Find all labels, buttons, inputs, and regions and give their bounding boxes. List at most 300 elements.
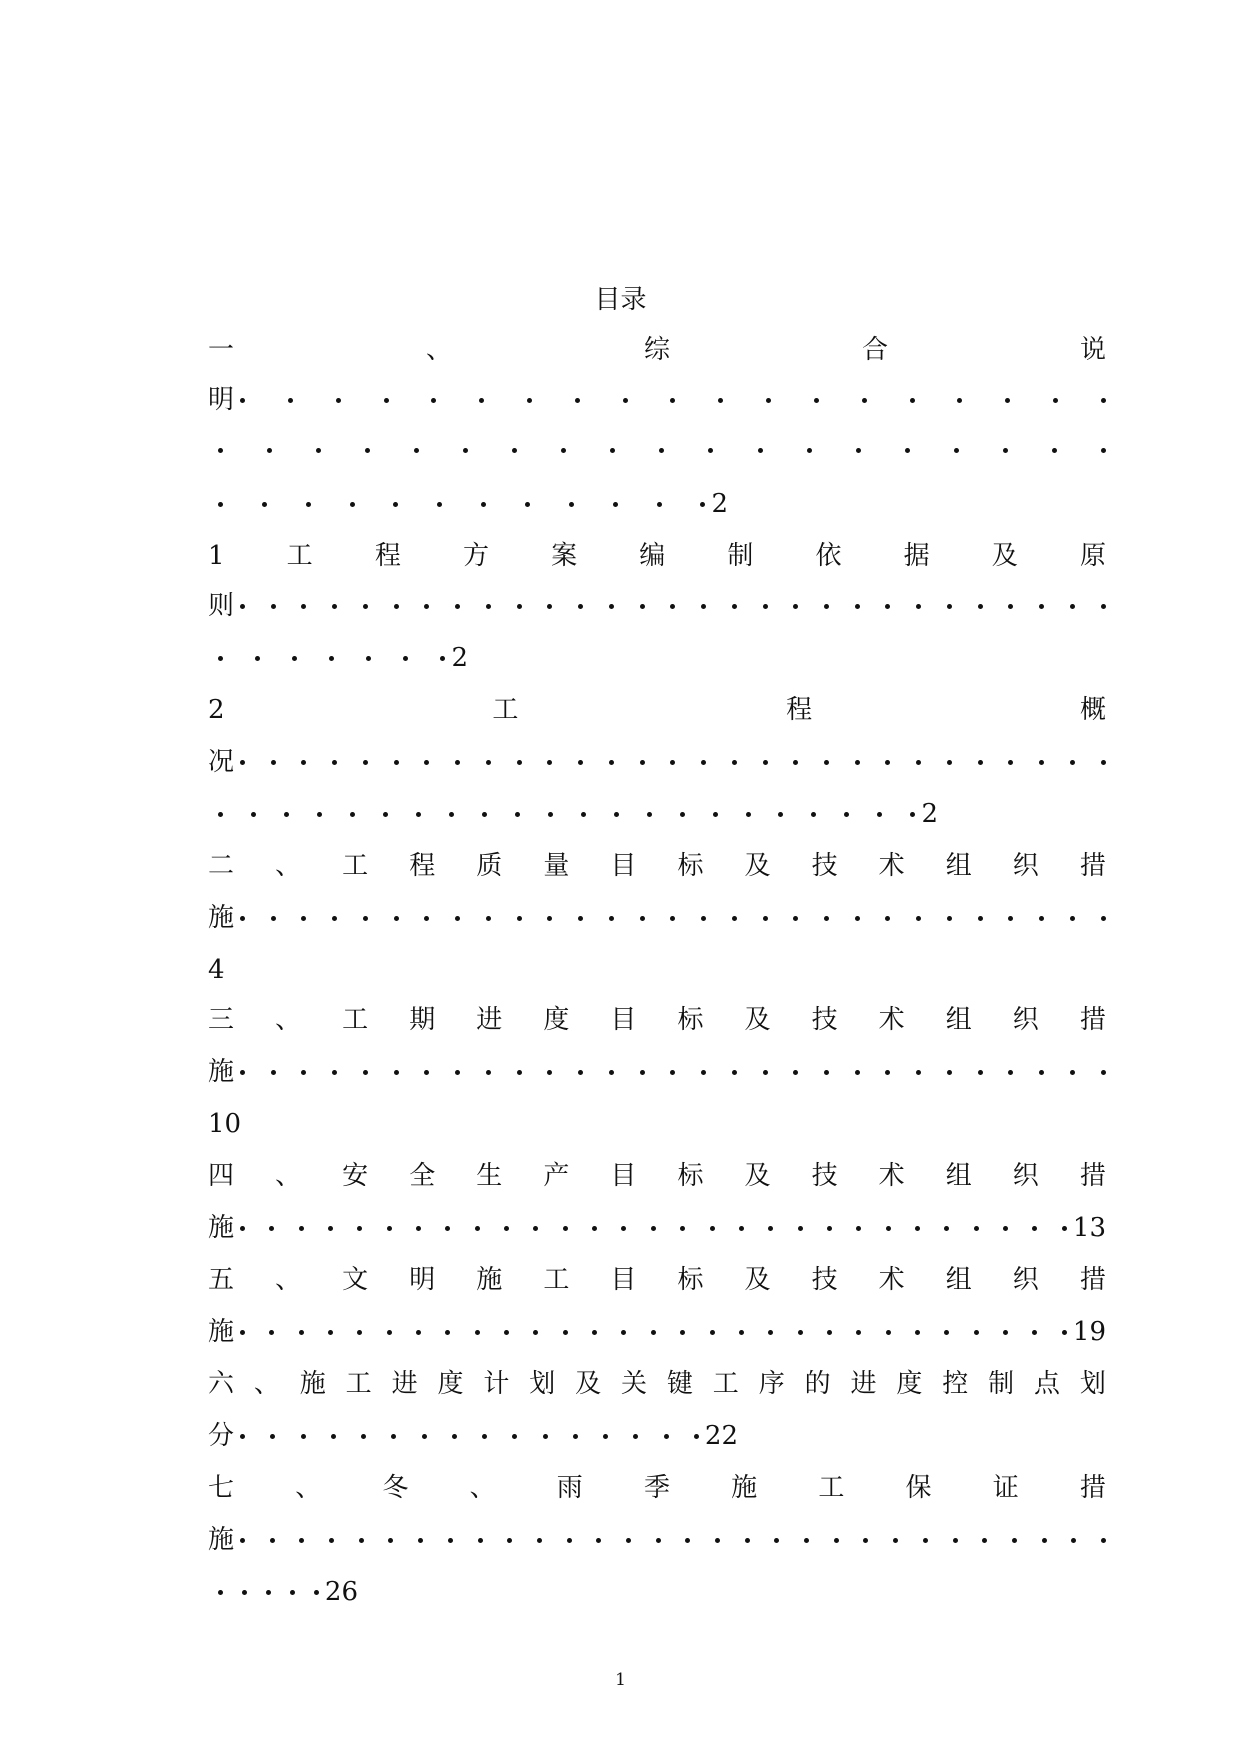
leader-dot [746,812,751,817]
leader-dot [651,1226,656,1231]
leader-dot [763,604,768,609]
leader-dot [710,1330,715,1335]
leader-dot [422,1434,427,1439]
leader-dot [504,1330,509,1335]
leader-dot [609,604,614,609]
leader-dot [424,1070,429,1075]
leader-dot [515,812,520,817]
leader-dot [739,1330,744,1335]
leader-dot [947,916,952,921]
leader-dot [262,502,267,507]
leader-dot [1101,760,1106,765]
leader-dot [1039,916,1044,921]
leader-dot [363,760,368,765]
leader-dot [301,604,306,609]
leader-dot [218,502,223,507]
toc-entry-7-heading: 五 、 文 明 施 工 目 标 及 技 术 组 织 措 [208,1265,1106,1295]
leader-dot [863,1538,868,1543]
leader-dot [394,916,399,921]
leader-dot [1012,1538,1017,1543]
leader-dot [1062,1226,1067,1231]
leader-dot [905,448,910,453]
leader-dot [916,916,921,921]
leader-dot [301,1434,306,1439]
leader-dot [592,1330,597,1335]
leader-dot [953,1538,958,1543]
leader-dot [807,448,812,453]
leader-dot [862,398,867,403]
toc-entry-8-heading: 六 、 施 工 进 度 计 划 及 关 键 工 序 的 进 度 控 制 点 划 [208,1369,1106,1399]
leader-dot [455,1070,460,1075]
leader-dot [947,1070,952,1075]
leader-dot [478,1538,483,1543]
leader-dot [614,812,619,817]
leader-dot [567,1538,572,1543]
leader-dot [299,1226,304,1231]
leader-dot [445,1226,450,1231]
leader-dot [758,448,763,453]
leader-dot [336,398,341,403]
leader-dot [798,1226,803,1231]
leader-dot [240,398,245,403]
leader-dot [1032,1330,1037,1335]
leader-dot [393,502,398,507]
leader-dot [363,604,368,609]
leader-dot [1101,604,1106,609]
leader-dot [317,812,322,817]
leader-dot [284,812,289,817]
leader-dot [482,1434,487,1439]
leader-dot [512,448,517,453]
leader-dot [267,448,272,453]
leader-dot [332,760,337,765]
leader-dot [332,916,337,921]
leader-dot [424,916,429,921]
leader-dot [886,1330,891,1335]
leader-dot [452,1434,457,1439]
leader-dot [301,916,306,921]
toc-entry-9-leader-1: 施 [208,1520,1106,1560]
leader-dot [271,604,276,609]
leader-dot [1070,916,1075,921]
leader-dot [403,656,408,661]
leader-dot [543,1434,548,1439]
leader-dot [621,1330,626,1335]
leader-dot [240,1330,245,1335]
leader-dot [414,448,419,453]
leader-dot [680,812,685,817]
leader-dot [548,812,553,817]
leader-dot [718,398,723,403]
leader-dot [547,1070,552,1075]
leader-dot [640,760,645,765]
leader-dot [640,604,645,609]
leader-dot [916,760,921,765]
leader-dot [240,1070,245,1075]
leader-dot [475,1226,480,1231]
leader-dot [957,398,962,403]
leader-dot [1005,398,1010,403]
toc-entry-8-leader-1: 分 22 [208,1416,738,1456]
leader-dot [455,604,460,609]
leader-dot [856,1226,861,1231]
toc-entry-5-page: 10 [208,1109,242,1139]
leader-dot [271,916,276,921]
leader-dot [657,502,662,507]
leader-dot [445,1330,450,1335]
leader-dot [486,760,491,765]
leader-dot [811,812,816,817]
leader-dot [766,398,771,403]
leader-dot [1101,448,1106,453]
leader-dot [416,1226,421,1231]
leader-dot [388,1538,393,1543]
leader-dot [610,448,615,453]
leader-dot [394,1070,399,1075]
toc-entry-8-page: 22 [704,1421,738,1451]
leader-dot [299,1330,304,1335]
leader-dot [218,1590,223,1595]
leader-dot [1008,916,1013,921]
leader-dot [288,398,293,403]
leader-dot [365,448,370,453]
toc-entry-1-leader-2 [208,430,1106,470]
leader-dot [954,448,959,453]
leader-dot [240,604,245,609]
toc-entry-9-page: 26 [324,1577,358,1607]
leader-dot [255,656,260,661]
leader-dot [1070,604,1075,609]
leader-dot [269,1226,274,1231]
leader-dot [266,1590,271,1595]
leader-dot [218,656,223,661]
leader-dot [1008,604,1013,609]
leader-dot [517,916,522,921]
leader-dot [424,604,429,609]
leader-dot [1003,1226,1008,1231]
leader-dot [804,1538,809,1543]
leader-dot [1062,1330,1067,1335]
leader-dot [1070,760,1075,765]
leader-dot [885,760,890,765]
leader-dot [359,1538,364,1543]
leader-dot [512,1434,517,1439]
leader-dot [431,398,436,403]
leader-dot [793,604,798,609]
leader-dot [739,1226,744,1231]
leader-dot [978,760,983,765]
leader-dot [533,1330,538,1335]
leader-dot [793,1070,798,1075]
leader-dot [1101,398,1106,403]
toc-entry-5-heading: 三 、 工 期 进 度 目 标 及 技 术 组 织 措 [208,1005,1106,1035]
leader-dot [855,760,860,765]
leader-dot [944,1226,949,1231]
leader-dot [328,1226,333,1231]
leader-dot [455,760,460,765]
leader-dot [1101,1070,1106,1075]
leader-dot [732,604,737,609]
leader-dot [609,916,614,921]
leader-dot [575,398,580,403]
leader-dot [814,398,819,403]
leader-dot [507,1538,512,1543]
leader-dot [732,916,737,921]
leader-dot [651,1330,656,1335]
leader-dot [592,1226,597,1231]
leader-dot [947,604,952,609]
leader-dot [1003,448,1008,453]
leader-dot [824,1070,829,1075]
leader-dot [824,604,829,609]
leader-dot [824,760,829,765]
toc-entry-4-page: 4 [208,955,225,985]
leader-dot [329,1538,334,1543]
leader-dot [290,1590,295,1595]
toc-entry-3-leader-2 [208,794,938,834]
leader-dot [856,1330,861,1335]
leader-dot [517,1070,522,1075]
leader-dot [301,760,306,765]
leader-dot [424,760,429,765]
leader-dot [633,1434,638,1439]
leader-dot [1101,1538,1106,1543]
leader-dot [670,916,675,921]
leader-dot [504,1226,509,1231]
leader-dot [269,1330,274,1335]
leader-dot [486,916,491,921]
leader-dot [974,1226,979,1231]
leader-dot [1071,1538,1076,1543]
toc-entry-4-heading: 二 、 工 程 质 量 目 标 及 技 术 组 织 措 [208,851,1106,881]
leader-dot [578,604,583,609]
leader-dot [596,1538,601,1543]
leader-dot [357,1226,362,1231]
toc-entry-9-heading: 七 、 冬 、 雨 季 施 工 保 证 措 [208,1473,1106,1503]
leader-dot [1053,398,1058,403]
toc-entry-2-leader-1: 则 [208,586,1106,626]
leader-dot [533,1226,538,1231]
leader-dot [270,1434,275,1439]
leader-dot [856,448,861,453]
leader-dot [701,1070,706,1075]
leader-dot [621,1226,626,1231]
toc-entry-1-leader-1: 明 [208,380,1106,420]
leader-dot [768,1330,773,1335]
leader-dot [440,656,445,661]
leader-dot [1008,1070,1013,1075]
leader-dot [1052,448,1057,453]
leader-dot [710,1226,715,1231]
leader-dot [463,448,468,453]
leader-dot [763,760,768,765]
leader-dot [242,1590,247,1595]
leader-dot [978,1070,983,1075]
leader-dot [218,812,223,817]
leader-dot [251,812,256,817]
leader-dot [778,812,783,817]
leader-dot [701,760,706,765]
leader-dot [270,1538,275,1543]
leader-dot [306,502,311,507]
toc-entry-1-heading: 一 、 综 合 说 [208,335,1106,365]
leader-dot [301,1070,306,1075]
leader-dot [240,760,245,765]
leader-dot [481,502,486,507]
leader-dot [299,1538,304,1543]
leader-dot [331,1434,336,1439]
leader-dot [525,502,530,507]
leader-dot [732,1070,737,1075]
toc-entry-1-page: 2 [711,489,728,519]
leader-dot [656,1538,661,1543]
leader-dot [350,502,355,507]
leader-dot [768,1226,773,1231]
leader-dot [916,604,921,609]
leader-dot [1039,604,1044,609]
leader-dot [715,1538,720,1543]
leader-dot [1003,1330,1008,1335]
leader-dot [563,1226,568,1231]
leader-dot [316,448,321,453]
leader-dot [923,1538,928,1543]
leader-dot [271,1070,276,1075]
toc-entry-3-heading: 2 工 程 概 [208,695,1106,725]
leader-dot [647,812,652,817]
toc-entry-4-leader-1: 施 [208,898,1106,938]
leader-dot [328,1330,333,1335]
leader-dot [877,812,882,817]
leader-dot [329,656,334,661]
leader-dot [827,1226,832,1231]
leader-dot [694,1434,699,1439]
leader-dot [437,502,442,507]
leader-dot [292,656,297,661]
leader-dot [482,812,487,817]
toc-title: 目录 [594,285,647,315]
leader-dot [910,812,915,817]
leader-dot [486,1070,491,1075]
leader-dot [885,1070,890,1075]
leader-dot [240,1226,245,1231]
leader-dot [1039,760,1044,765]
leader-dot [366,656,371,661]
leader-dot [793,760,798,765]
leader-dot [701,916,706,921]
leader-dot [916,1070,921,1075]
toc-entry-5-leader-1: 施 [208,1052,1106,1092]
toc-entry-3-page: 2 [921,799,938,829]
leader-dot [357,1330,362,1335]
leader-dot [448,1538,453,1543]
leader-dot [387,1226,392,1231]
leader-dot [745,1538,750,1543]
toc-entry-2-heading: 1 工 程 方 案 编 制 依 据 及 原 [208,541,1106,571]
leader-dot [240,1434,245,1439]
leader-dot [855,916,860,921]
leader-dot [685,1538,690,1543]
leader-dot [517,760,522,765]
leader-dot [885,916,890,921]
leader-dot [885,604,890,609]
leader-dot [1101,916,1106,921]
toc-entry-6-leader-1: 施 13 [208,1208,1106,1248]
leader-dot [561,448,566,453]
toc-entry-9-leader-2 [208,1572,358,1612]
leader-dot [537,1538,542,1543]
leader-dot [680,1226,685,1231]
leader-dot [527,398,532,403]
leader-dot [798,1330,803,1335]
leader-dot [271,760,276,765]
leader-dot [455,916,460,921]
leader-dot [701,604,706,609]
leader-dot [844,812,849,817]
leader-dot [547,604,552,609]
leader-dot [350,812,355,817]
toc-entry-7-leader-1: 施 19 [208,1312,1106,1352]
leader-dot [578,760,583,765]
leader-dot [569,502,574,507]
toc-entry-6-heading: 四 、 安 全 生 产 目 标 及 技 术 组 织 措 [208,1161,1106,1191]
leader-dot [479,398,484,403]
leader-dot [834,1538,839,1543]
leader-dot [708,448,713,453]
leader-dot [680,1330,685,1335]
leader-dot [974,1330,979,1335]
leader-dot [517,604,522,609]
leader-dot [893,1538,898,1543]
leader-dot [640,916,645,921]
toc-entry-2-page: 2 [451,643,468,673]
leader-dot [603,1434,608,1439]
leader-dot [240,1538,245,1543]
leader-dot [944,1330,949,1335]
leader-dot [855,604,860,609]
leader-dot [609,1070,614,1075]
leader-dot [609,760,614,765]
leader-dot [732,760,737,765]
toc-entry-2-leader-2 [208,638,468,678]
toc-entry-7-page: 19 [1072,1317,1106,1347]
leader-dot [391,1434,396,1439]
leader-dot [361,1434,366,1439]
leader-dot [763,916,768,921]
leader-dot [218,448,223,453]
leader-dot [982,1538,987,1543]
page-number: 1 [615,1670,626,1690]
leader-dot [664,1434,669,1439]
leader-dot [947,760,952,765]
leader-dot [978,916,983,921]
leader-dot [640,1070,645,1075]
leader-dot [563,1330,568,1335]
leader-dot [416,1330,421,1335]
leader-dot [547,916,552,921]
toc-entry-3-leader-1: 况 [208,742,1106,782]
leader-dot [394,760,399,765]
toc-entry-6-page: 13 [1072,1213,1106,1243]
leader-dot [824,916,829,921]
leader-dot [394,604,399,609]
leader-dot [416,812,421,817]
leader-dot [700,502,705,507]
leader-dot [1039,1070,1044,1075]
leader-dot [314,1590,319,1595]
leader-dot [670,1070,675,1075]
leader-dot [763,1070,768,1075]
leader-dot [626,1538,631,1543]
